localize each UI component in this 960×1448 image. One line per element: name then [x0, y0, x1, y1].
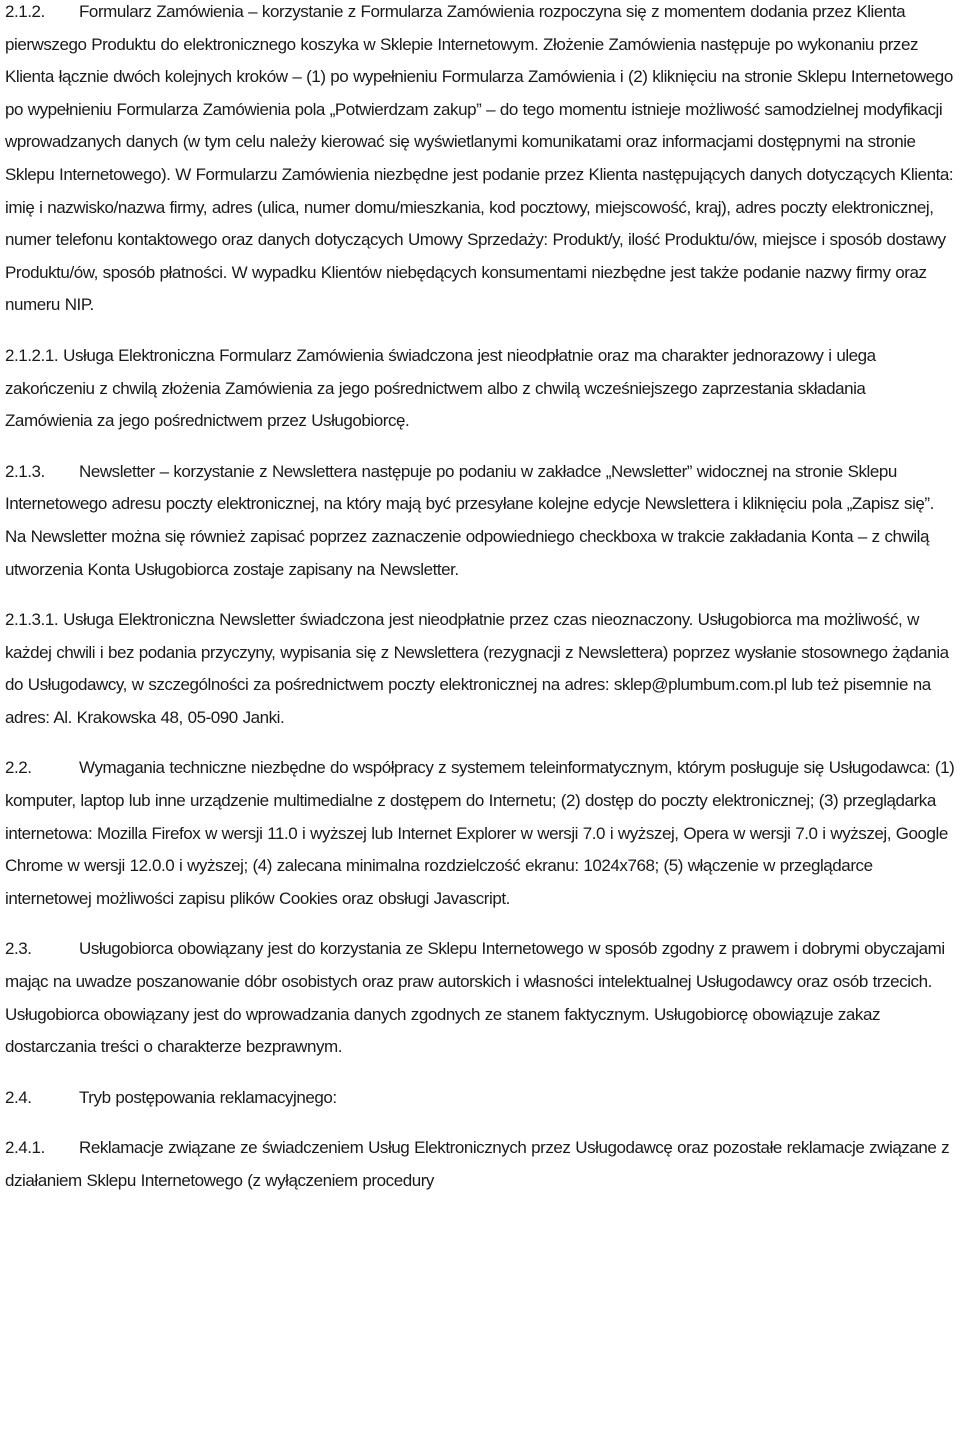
email-link[interactable]: sklep@plumbum.com.pl: [613, 675, 787, 695]
section-text-after: lub też pisemnie na adres: Al. Krakowska 48, 05-090 Janki.: [5, 675, 931, 727]
section-2-4-1: [5, 1132, 955, 1197]
section-text: Formularz Zamówienia – korzystanie z Formularza Zamówienia rozpoczyna się z momentem dodania przez Klienta pierwszego Produktu do elektronicznego koszyka w Sklepie Internetowym. Złożenie Zamówienia następuje po wykonaniu przez Klienta łącznie dwóch kolejnych kroków – (1) po wypełnieniu Formularza Zamówienia i (2) kliknięciu na stronie Sklepu Internetowego po wypełnieniu Formularza Zamówienia pola „Potwierdzam zakup” – do tego momentu istnieje możliwość samodzielnej modyfikacji wprowadzanych danych (w tym celu należy kierować się wyświetlanymi komunikatami oraz informacjami dostępnymi na stronie Sklepu Internetowego). W Formularzu Zamówienia niezbędne jest podanie przez Klienta następujących danych dotyczących Klienta: imię i nazwisko/nazwa firmy, adres (ulica, numer domu/mieszkania, kod pocztowy, miejscowość, kraj), adres poczty elektronicznej, numer telefonu kontaktowego oraz danych dotyczących Umowy Sprzedaży: Produkt/y, ilość Produktu/ów, miejsce i sposób dostawy Produktu/ów, sposób płatności. W wypadku Klientów niebędących konsumentami niezbędne jest także podanie nazwy firmy oraz numeru NIP.: [5, 2, 954, 315]
section-text: Wymagania techniczne niezbędne do współpracy z systemem teleinformatycznym, którym posługuje się Usługodawca: (1) komputer, laptop lub inne urządzenie multimedialne z dostępem do Internetu; (2) dostęp do poczty elektronicznej; (3) przeglądarka internetowa: Mozilla Firefox w wersji 11.0 i wyższej lub Internet Explorer w wersji 7.0 i wyższej, Opera w wersji 7.0 i wyższej, Google Chrome w wersji 12.0.0 i wyższej; (4) zalecana minimalna rozdzielczość ekranu: 1024x768; (5) włączenie w przeglądarce internetowej możliwości zapisu plików Cookies oraz obsługi Javascript.: [5, 758, 955, 908]
section-2-4: [5, 1082, 955, 1115]
document-page: [5, 0, 955, 1216]
section-text: Tryb postępowania reklamacyjnego:: [79, 1087, 337, 1107]
section-number: 2.4.1.: [5, 1138, 45, 1158]
section-number: 2.1.2.: [5, 2, 45, 21]
section-text: Newsletter – korzystanie z Newslettera następuje po podaniu w zakładce „Newsletter” widocznej na stronie Sklepu Internetowego adresu poczty elektronicznej, na który mają być przesyłane kolejne edycje Newslettera i kliknięciu pola „Zapisz się”. Na Newsletter można się również zapisać poprzez zaznaczenie odpowiedniego checkboxa w trakcie zakładania Konta – z chwilą utworzenia Konta Usługobiorca zostaje zapisany na Newsletter.: [5, 461, 934, 579]
section-number: 2.1.3.: [5, 461, 45, 481]
section-2-3: [5, 933, 955, 1063]
section-text: Reklamacje związane ze świadczeniem Usług Elektronicznych przez Usługodawcę oraz pozostałe reklamacje związane z działaniem Sklepu Internetowego (z wyłączeniem procedury: [5, 1138, 950, 1190]
section-2-1-3-1: [5, 604, 955, 734]
section-number: 2.1.3.1.: [5, 610, 59, 630]
section-number: 2.2.: [5, 758, 32, 778]
section-text: Usługobiorca obowiązany jest do korzystania ze Sklepu Internetowego w sposób zgodny z prawem i dobrymi obyczajami mając na uwadze poszanowanie dóbr osobistych oraz praw autorskich i własności intelektualnej Usługodawcy oraz osób trzecich. Usługobiorca obowiązany jest do wprowadzania danych zgodnych ze stanem faktycznym. Usługobiorcę obowiązuje zakaz dostarczania treści o charakterze bezprawnym.: [5, 939, 945, 1057]
section-text: Usługa Elektroniczna Formularz Zamówienia świadczona jest nieodpłatnie oraz ma charakter jednorazowy i ulega zakończeniu z chwilą złożenia Zamówienia za jego pośrednictwem albo z chwilą wcześniejszego zaprzestania składania Zamówienia za jego pośrednictwem przez Usługobiorcę.: [5, 345, 876, 431]
section-text: Usługa Elektroniczna Newsletter świadczona jest nieodpłatnie przez czas nieoznaczony. Usługobiorca ma możliwość, w każdej chwili i bez podania przyczyny, wypisania się z Newslettera (rezygnacji z Newslettera) poprzez wysłanie stosownego żądania do Usługodawcy, w szczególności za pośrednictwem poczty elektronicznej na adres:: [5, 610, 949, 695]
section-number: 2.1.2.1.: [5, 345, 59, 365]
section-2-1-2: [5, 0, 955, 322]
section-number: 2.4.: [5, 1087, 32, 1107]
section-2-2: [5, 752, 955, 915]
section-2-1-3: [5, 456, 955, 586]
section-number: 2.3.: [5, 939, 32, 959]
section-2-1-2-1: [5, 340, 955, 438]
